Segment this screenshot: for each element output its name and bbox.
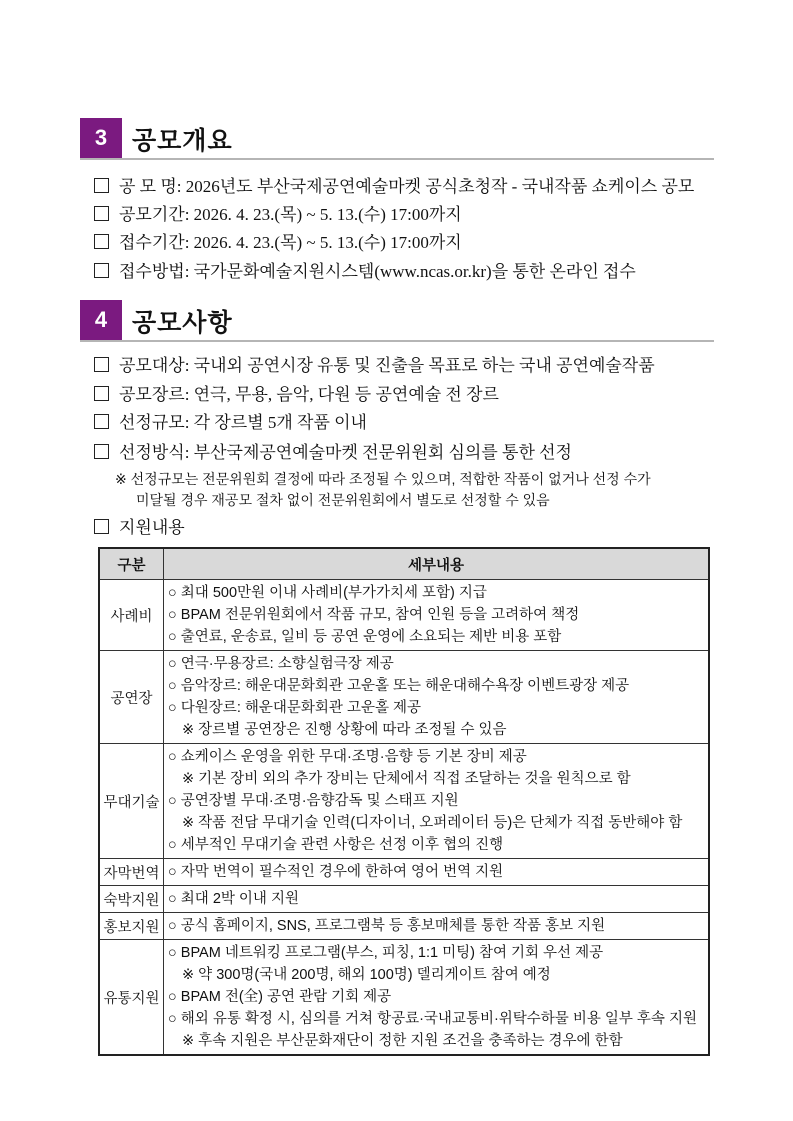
row-details xyxy=(164,744,710,859)
checkbox-square-icon xyxy=(94,357,109,372)
detail-line: ○ 쇼케이스 운영을 위한 무대·조명·음향 등 기본 장비 제공 xyxy=(168,749,527,765)
section-4-header xyxy=(80,300,714,342)
checkbox-square-icon xyxy=(94,414,109,429)
note: ※ 선정규모는 전문위원회 결정에 따라 조정될 수 있으며, 적합한 작품이 없거나 선정 수가 xyxy=(115,471,651,487)
item-value: 각 장르별 5개 작품 이내 xyxy=(193,413,367,432)
table-row xyxy=(99,913,709,940)
row-category: 홍보지원 xyxy=(99,913,164,940)
section-number: 4 xyxy=(80,300,122,340)
item-label: 공모기간: xyxy=(119,205,190,224)
detail-line: ○ 최대 500만원 이내 사례비(부가가치세 포함) 지급 xyxy=(168,585,487,601)
detail-line: ○ BPAM 전문위원회에서 작품 규모, 참여 인원 등을 고려하여 책정 xyxy=(168,607,580,623)
list-item xyxy=(94,351,655,376)
list-item xyxy=(94,408,367,433)
item-label: 접수방법: xyxy=(119,262,190,281)
checkbox-square-icon xyxy=(94,234,109,249)
detail-line: ○ 다원장르: 해운대문화회관 고운홀 제공 xyxy=(168,700,422,716)
detail-line: ※ 작품 전담 무대기술 인력(디자이너, 오퍼레이터 등)은 단체가 직접 동반해야 함 xyxy=(182,815,683,831)
row-category: 자막번역 xyxy=(99,859,164,886)
checkbox-square-icon xyxy=(94,386,109,401)
list-item xyxy=(94,172,694,197)
checkbox-square-icon xyxy=(94,206,109,221)
item-label: 공 모 명: xyxy=(119,177,182,196)
item-value: 부산국제공연예술마켓 전문위원회 심의를 통한 선정 xyxy=(193,443,572,462)
detail-line: ○ 세부적인 무대기술 관련 사항은 선정 이후 협의 진행 xyxy=(168,837,504,853)
checkbox-square-icon xyxy=(94,263,109,278)
item-label: 선정규모: xyxy=(119,413,190,432)
item-value: 국가문화예술지원시스템(www.ncas.or.kr)을 통한 온라인 접수 xyxy=(193,262,636,281)
list-item xyxy=(94,438,572,463)
detail-line: ○ 출연료, 운송료, 일비 등 공연 운영에 소요되는 제반 비용 포함 xyxy=(168,629,562,645)
checkbox-square-icon xyxy=(94,519,109,534)
item-value: 국내외 공연시장 유통 및 진출을 목표로 하는 국내 공연예술작품 xyxy=(193,356,655,375)
section-title: 공모개요 xyxy=(132,127,233,155)
checkbox-square-icon xyxy=(94,444,109,459)
list-item xyxy=(94,380,499,405)
detail-line: ○ 해외 유통 확정 시, 심의를 거쳐 항공료·국내교통비·위탁수하물 비용 일부 후속 지원 xyxy=(168,1011,697,1027)
row-details xyxy=(164,913,710,940)
list-item xyxy=(94,257,636,282)
detail-line: ○ 자막 번역이 필수적인 경우에 한하여 영어 번역 지원 xyxy=(168,864,504,880)
row-details xyxy=(164,580,710,651)
item-value: 2026. 4. 23.(목) ~ 5. 13.(수) 17:00까지 xyxy=(193,233,462,252)
item-label: 지원내용 xyxy=(119,518,185,537)
header-details: 세부내용 xyxy=(164,548,710,580)
checkbox-square-icon xyxy=(94,178,109,193)
item-label: 선정방식: xyxy=(119,443,190,462)
header-category: 구분 xyxy=(99,548,164,580)
row-category: 공연장 xyxy=(99,651,164,744)
detail-line: ※ 약 300명(국내 200명, 해외 100명) 델리게이트 참여 예정 xyxy=(182,967,551,983)
section-number: 3 xyxy=(80,118,122,158)
list-item xyxy=(94,228,462,253)
detail-line: ○ 공식 홈페이지, SNS, 프로그램북 등 홍보매체를 통한 작품 홍보 지원 xyxy=(168,918,606,934)
detail-line: ○ 음악장르: 해운대문화회관 고운홀 또는 해운대해수욕장 이벤트광장 제공 xyxy=(168,678,630,694)
item-label: 접수기간: xyxy=(119,233,190,252)
table-row xyxy=(99,744,709,859)
table-row xyxy=(99,940,709,1056)
detail-line: ※ 장르별 공연장은 진행 상황에 따라 조정될 수 있음 xyxy=(182,722,507,738)
row-details xyxy=(164,859,710,886)
row-category: 유통지원 xyxy=(99,940,164,1056)
item-label: 공모대상: xyxy=(119,356,190,375)
detail-line: ○ 최대 2박 이내 지원 xyxy=(168,891,299,907)
row-category: 숙박지원 xyxy=(99,886,164,913)
item-value: 2026년도 부산국제공연예술마켓 공식초청작 - 국내작품 쇼케이스 공모 xyxy=(185,177,695,196)
detail-line: ※ 후속 지원은 부산문화재단이 정한 지원 조건을 충족하는 경우에 한함 xyxy=(182,1033,623,1049)
section-3-header xyxy=(80,118,714,160)
item-value: 연극, 무용, 음악, 다원 등 공연예술 전 장르 xyxy=(193,385,499,404)
item-label: 공모장르: xyxy=(119,385,190,404)
row-category: 무대기술 xyxy=(99,744,164,859)
row-details xyxy=(164,940,710,1056)
row-details xyxy=(164,886,710,913)
detail-line: ※ 기본 장비 외의 추가 장비는 단체에서 직접 조달하는 것을 원칙으로 함 xyxy=(182,771,631,787)
section-title: 공모사항 xyxy=(132,309,233,337)
row-details xyxy=(164,651,710,744)
detail-line: ○ BPAM 네트워킹 프로그램(부스, 피칭, 1:1 미팅) 참여 기회 우선 제공 xyxy=(168,945,604,961)
support-table xyxy=(98,547,710,1056)
detail-line: ○ BPAM 전(全) 공연 관람 기회 제공 xyxy=(168,989,392,1005)
table-row xyxy=(99,886,709,913)
note-continued: 미달될 경우 재공모 절차 없이 전문위원회에서 별도로 선정할 수 있음 xyxy=(136,492,550,508)
detail-line: ○ 연극·무용장르: 소향실험극장 제공 xyxy=(168,656,394,672)
detail-line: ○ 공연장별 무대·조명·음향감독 및 스태프 지원 xyxy=(168,793,459,809)
table-row xyxy=(99,651,709,744)
row-category: 사례비 xyxy=(99,580,164,651)
support-content-item xyxy=(94,513,185,538)
item-value: 2026. 4. 23.(목) ~ 5. 13.(수) 17:00까지 xyxy=(193,205,462,224)
table-row xyxy=(99,580,709,651)
table-row xyxy=(99,859,709,886)
list-item xyxy=(94,200,462,225)
